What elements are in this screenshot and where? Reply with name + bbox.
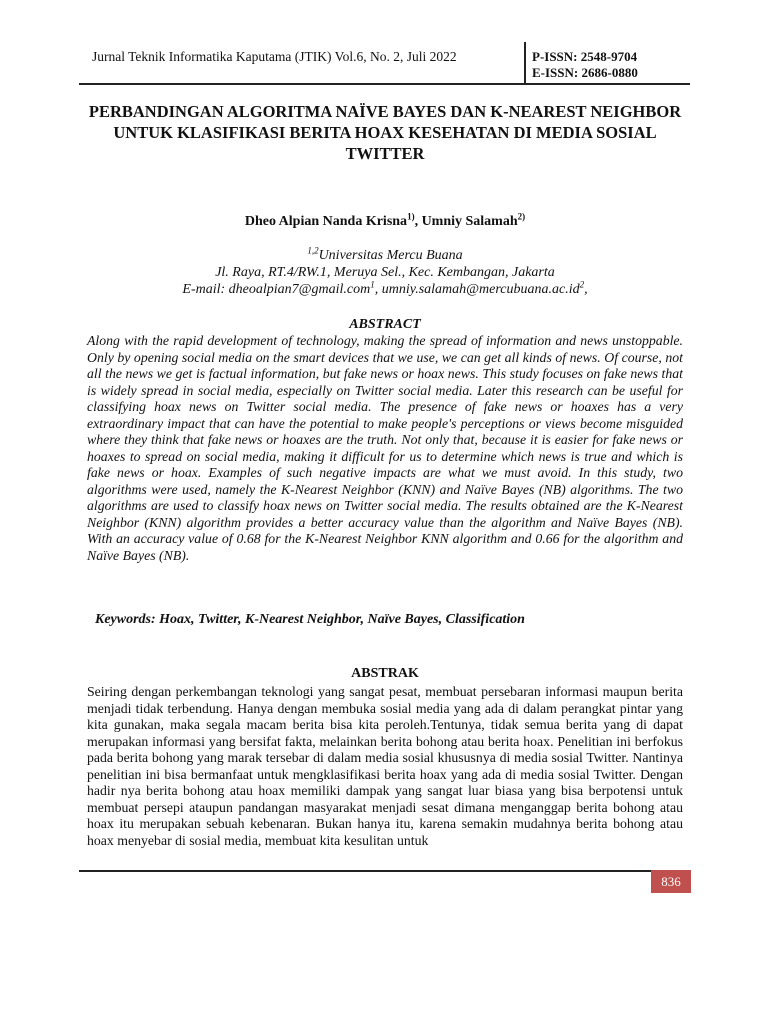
paper-title: PERBANDINGAN ALGORITMA NAÏVE BAYES DAN K-NEAREST NEIGHBOR UNTUK KLASIFIKASI BERITA HOAX KESEHATAN DI MEDIA SOSIAL TWITTER bbox=[88, 102, 682, 163]
email-1: E-mail: dheoalpian7@gmail.com bbox=[182, 282, 371, 297]
abstrak-text: Seiring dengan perkembangan teknologi yang sangat pesat, membuat persebaran informasi maupun berita menjadi tidak terbendung. Hanya dengan membuka sosial media yang ada di dalam perangkat pintar yang kita gunakan, maka segala macam berita bisa kita peroleh.Tentunya, tidak semua berita yang di dapat merupakan informasi yang bersifat fakta, melainkan berita bohong atau berita hoax. Penelitian ini berfokus pada berita bohong yang marak tersebar di dalam media sosial khususnya di media sosial Twitter. Nantinya penelitian ini bisa bermanfaat untuk mengklasifikasi berita hoax yang ada di media sosial Twitter. Dengan hadir nya berita bohong atau hoax memiliki dampak yang sangat luar biasa yang bisa berpotensi untuk membuat persepi ataupun pandangan masyarakat menjadi sesat dimana menganggap berita bohong atau hoax itu merupakan sebuah kebenaran. Bukan hanya itu, karena semakin mudahnya berita bohong atau hoax menyebar di sosial media, membuat kita kesulitan untuk bbox=[87, 684, 683, 848]
keywords: Keywords: Hoax, Twitter, K-Nearest Neighbor, Naïve Bayes, Classification bbox=[95, 612, 525, 627]
affiliation-address: Jl. Raya, RT.4/RW.1, Meruya Sel., Kec. Kembangan, Jakarta bbox=[215, 265, 555, 280]
email-2: , umniy.salamah@mercubuana.ac.id bbox=[374, 282, 580, 297]
author-2: Umniy Salamah bbox=[421, 214, 518, 229]
e-issn: E-ISSN: 2686-0880 bbox=[532, 65, 638, 80]
author-line bbox=[80, 211, 690, 230]
author-1-sup: 1) bbox=[407, 211, 415, 222]
abstrak-heading: ABSTRAK bbox=[351, 666, 419, 681]
email-end: , bbox=[584, 282, 588, 297]
affiliation-university-line bbox=[80, 245, 690, 265]
affiliation-email-line bbox=[80, 279, 690, 299]
author-separator: , bbox=[414, 214, 422, 229]
author-2-sup: 2) bbox=[517, 211, 526, 222]
affiliation-university: Universitas Mercu Buana bbox=[318, 248, 463, 263]
email-2-sup: 2 bbox=[579, 279, 585, 290]
email-1-sup: 1 bbox=[370, 279, 375, 290]
journal-header: Jurnal Teknik Informatika Kaputama (JTIK) Vol.6, No. 2, Juli 2022 bbox=[92, 49, 457, 64]
footer-rule bbox=[79, 870, 691, 872]
header-rule bbox=[79, 83, 690, 85]
p-issn: P-ISSN: 2548-9704 bbox=[532, 49, 638, 64]
page-number: 836 bbox=[651, 870, 691, 893]
author-1: Dheo Alpian Nanda Krisna bbox=[244, 214, 408, 229]
header-divider bbox=[524, 42, 526, 84]
affiliation-sup: 1,2 bbox=[307, 245, 319, 256]
abstract-heading: ABSTRACT bbox=[349, 317, 421, 332]
abstract-text: Along with the rapid development of technology, making the spread of information and news unstoppable. Only by opening social media on the smart devices that we use, we can get all kinds of news. Of course, not all the news we get is factual information, but fake news or hoax news. This study focuses on fake news that is widely spread in social media, especially on Twitter social media. Later this research can be useful for classifying hoax news on Twitter social media. The presence of fake news or hoaxes has a very extraordinary impact that can have the potential to make people's perceptions or views become misguided where they think that fake news or hoaxes are the truth. Not only that, because it is easier for fake news or hoaxes to spread on social media, making it difficult for us to determine which news is true and which is fake news or hoax. Examples of such negative impacts are what we must avoid. In this study, two algorithms were used, namely the K-Nearest Neighbor (KNN) and Naïve Bayes (NB) algorithms. The two algorithms are used to classify hoax news on Twitter social media. The results obtained are the K-Nearest Neighbor (KNN) algorithm provides a better accuracy value than the algorithm and Naïve Bayes (NB). With an accuracy value of 0.68 for the K-Nearest Neighbor KNN algorithm and 0.66 for the algorithm and Naïve Bayes (NB). bbox=[87, 333, 683, 563]
